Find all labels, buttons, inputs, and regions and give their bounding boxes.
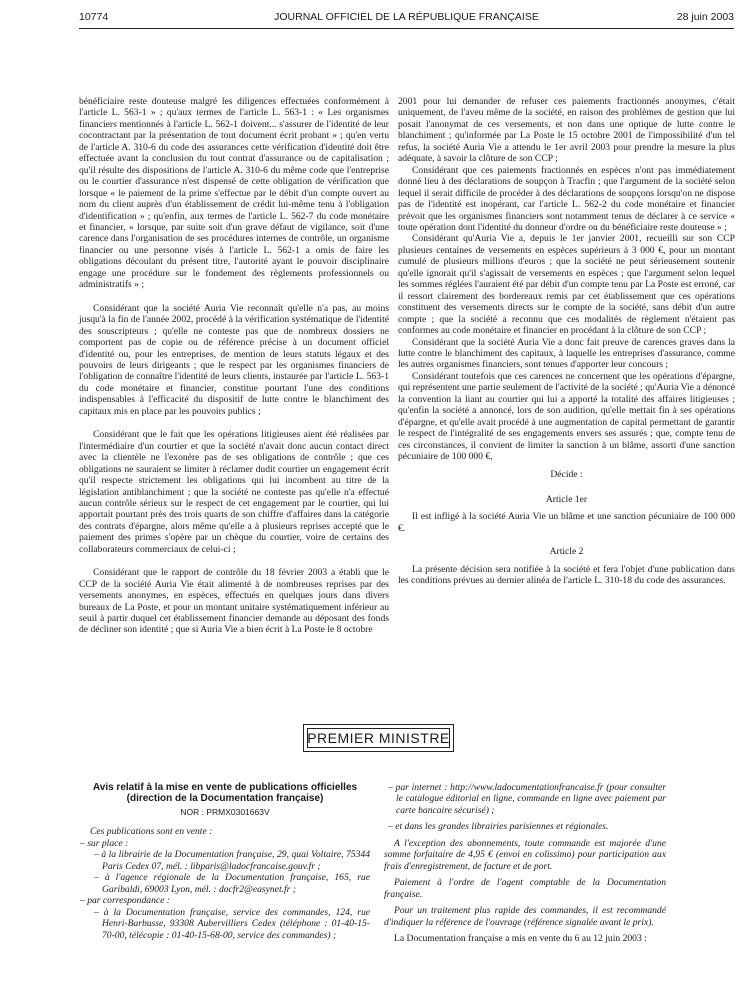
avis-intro: Ces publications sont en vente : <box>90 826 213 838</box>
paragraph: bénéficiaire reste douteuse malgré les diligences effectuées conformément à l'article L. 563-1 » ; qu'aux termes de l'article L. 563-1 : « Les organismes financiers mentionnés à l'article L. 562-1 doivent... s'assurer de l'identité de leur cocontractant par la présentation de tout document écrit probant » ; qu'en vertu de l'article A. 310-6 du code des assurances cette vérification d'identité doit être effectuée avant la conclusion du tout contrat d'assurance ou de capitalisation ; qu'il résulte des dispositions de l'article A. 310-6 du même code que l'entreprise ou le courtier d'assurance n'est dispensé de cette obligation de vérification que lorsque « le paiement de la prime s'effectue par le débit d'un compte ouvert au nom du client auprès d'un établissement de crédit lui-même tenu à l'obligation d'identification » ; qu'enfin, aux termes de l'article L. 562-7 du code monétaire et financier, « lorsque, par suite soit d'un grave défaut de vigilance, soit d'une carence dans l'organisation de ses procédures internes de contrôle, un organisme financier ou une personne visés à l'article L. 562-1 a omis de faire les obligations découlant du présent titre, l'autorité ayant le pouvoir disciplinaire engage une procédure sur le fondement des règlements professionnels ou administratifs » ; <box>79 96 389 291</box>
paragraph: Considérant que la société Auria Vie reconnaît qu'elle n'a pas, au moins jusqu'à la fin de l'année 2002, procédé à la vérification systématique de l'identité des souscripteurs ; qu'elle ne conteste pas que de nombreux dossiers ne comportent pas de copie ou de référence précise à un document officiel d'identité ou, pour les entreprises, de mention de leurs statuts légaux et des pouvoirs de leurs dirigeants ; que le respect par les organismes financiers de l'obligation de connaître l'identité de leurs clients, instaurée par l'article L. 563-1 du code monétaire et financier, constitue pourtant l'une des conditions indispensables à l'efficacité du dispositif de lutte contre le blanchiment des capitaux mis en place par les pouvoirs publics ; <box>79 302 389 417</box>
decide-heading: Décide : <box>550 468 583 480</box>
avis-title-line2: (direction de la Documentation française) <box>126 793 324 804</box>
paragraph: Considérant toutefois que ces carences ne concernent que les opérations d'épargne, qui représentent une partie seulement de l'activité de la société ; qu'Auria Vie a dénoncé la convention la liant au courtier qui lui a apporté la totalité des affaires litigieuses ; qu'enfin la société a annoncé, lors de son audition, qu'elle mettait fin à ses opérations d'épargne, et qu'elle avait procédé à une augmentation de capital permettant de garantir le respect de l'intégralité de ses engagements envers ses assurés ; que, compte tenu de ces circonstances, il convient de limiter la sanction à un blâme, assorti d'une sanction pécuniaire de 100 000 €, <box>398 370 735 463</box>
avis-list-item: – sur place : <box>80 837 129 849</box>
issue-date: 28 juin 2003 <box>676 11 734 23</box>
paragraph: Considérant que ces paiements fractionnés en espèces n'ont pas immédiatement donné lieu à des déclarations de soupçon à Tracfin ; que l'argument de la société selon lequel il serait difficile de procéder à des déclarations de soupçons lorsqu'on ne dispose pas de l'identité est inopérant, car l'article L. 562-2 du code monétaire et financier prévoit que les organismes financiers sont notamment tenus de déclarer à ce service « toute opération dont l'identité du donneur d'ordre ou du bénéficiaire reste douteuse » ; <box>398 164 735 233</box>
avis-paragraph: Pour un traitement plus rapide des commandes, il est recommandé d'indiquer la référence de l'ouvrage (référence signalée avant le prix). <box>384 905 666 928</box>
page-number: 10774 <box>79 11 109 23</box>
page-header <box>79 6 734 29</box>
avis-paragraph: Paiement à l'ordre de l'agent comptable de la Documentation française. <box>384 877 666 900</box>
avis-list-item: – et dans les grandes librairies parisiennes et régionales. <box>388 821 609 833</box>
journal-title: JOURNAL OFFICIEL DE LA RÉPUBLIQUE FRANÇAISE <box>274 11 539 23</box>
avis-title-line1: Avis relatif à la mise en vente de publications officielles <box>92 782 358 793</box>
avis-list-item: – à la Documentation française, service des commandes, 124, rue Henri-Barbusse, 93308 Aubervilliers Cedex (téléphone : 01-40-15-70-00, télécopie : 01-40-15-68-00, service des commandes) ; <box>94 906 370 941</box>
avis-paragraph: La Documentation française a mis en vente du 6 au 12 juin 2003 : <box>394 932 647 944</box>
paragraph: 2001 pour lui demander de refuser ces paiements fractionnés anonymes, c'était uniquement, de l'aveu même de la société, en raison des problèmes de gestion que lui posait l'anonymat de ces versements, et non dans une optique de lutte contre le blanchiment ; qu'informée par La Poste le 15 octobre 2001 de l'impossibilité d'un tel refus, la société Auria Vie a attendu le 1er avril 2003 pour prendre la mesure la plus adéquate, à savoir la clôture de son CCP ; <box>398 96 735 165</box>
section-heading: PREMIER MINISTRE <box>307 730 450 746</box>
article-2-text: La présente décision sera notifiée à la société et fera l'objet d'une publication dans les conditions prévues au dernier alinéa de l'article L. 310-18 du code des assurances. <box>398 563 735 587</box>
article-1-text: Il est infligé à la société Auria Vie un blâme et une sanction pécuniaire de 100 000 €. <box>398 511 735 534</box>
paragraph: Considérant que la société Auria Vie a donc fait preuve de carences graves dans la lutte contre le blanchiment des capitaux, à laquelle les entreprises d'assurance, comme les autres organismes financiers, sont tenues d'apporter leur concours ; <box>398 336 735 371</box>
paragraph: Considérant qu'Auria Vie a, depuis le 1er janvier 2001, recueilli sur son CCP plusieurs centaines de versements en espèces supérieurs à 3 000 €, pour un montant cumulé de plusieurs millions d'euros ; que la société ne peut sérieusement soutenir qu'elle ignorait qu'il s'agissait de versements en espèces ; que l'argument selon lequel les sommes réglées l'auraient été par débit d'un compte tenu par La Poste est erroné, car il ressort clairement des bordereaux remis par cet établissement que ces opérations constituent des versements directs sur le compte de la société, sans débit d'un autre compte ; que la société a reconnu que ces modalités de règlement n'étaient pas conformes au code monétaire et financier en procédant à la clôture de son CCP ; <box>398 233 735 337</box>
nor-reference: NOR : PRMX0301663V <box>180 807 270 817</box>
right-column <box>398 96 735 587</box>
paragraph: Considérant que le fait que les opérations litigieuses aient été réalisées par l'intermédiaire d'un courtier et que la société n'avait donc aucun contact direct avec la clientèle ne l'exonère pas de ses obligations de contrôle ; que ces obligations ne sauraient se limiter à réclamer dudit courtier un engagement écrit qu'il respecte strictement les obligations qui lui incombent au titre de la législation antiblanchiment ; que la société ne conteste pas qu'elle n'a effectué aucun contrôle sérieux sur le respect de cet engagement par le courtier, qui lui apportait pourtant près des trois quarts de son chiffre d'affaires dans la catégorie des contrats d'épargne, alors même qu'elle a à plusieurs reprises accepté que le paiement des primes s'opère par un chèque du courtier, voire de certains des collaborateurs commerciaux de celui-ci ; <box>79 429 389 555</box>
avis-list-item: – par internet : http://www.ladocumentationfrancaise.fr (pour consulter le catalogue éditorial en ligne, commande en ligne avec paiement par carte bancaire sécurisé) ; <box>388 782 666 816</box>
section-heading-box <box>303 724 454 752</box>
avis-right-column <box>384 782 666 944</box>
article-2-title: Article 2 <box>549 546 584 558</box>
avis-list-item: – par correspondance : <box>80 895 170 907</box>
avis-paragraph: A l'exception des abonnements, toute commande est majorée d'une somme forfaitaire de 4,95 € (envoi en colissimo) pour participation aux frais d'enregistrement, de facture et de port. <box>384 837 666 872</box>
avis-left-column <box>80 782 370 941</box>
avis-list-item: – à l'agence régionale de la Documentation française, 165, rue Garibaldi, 69003 Lyon, mél. : docfr2@easynet.fr ; <box>94 872 370 895</box>
avis-title <box>80 782 370 804</box>
paragraph: Considérant que le rapport de contrôle du 18 février 2003 a établi que le CCP de la société Auria Vie était alimenté à de nombreuses reprises par des versements anonymes, en espèces, effectués en quelques jours dans divers bureaux de La Poste, et pour un montant unitaire systématiquement inférieur au seuil à partir duquel cet établissement financier demande au déposant des fonds de décliner son identité ; que si Auria Vie a bien écrit à La Poste le 8 octobre <box>79 567 389 636</box>
avis-list-item: – à la librairie de la Documentation française, 29, quai Voltaire, 75344 Paris Cedex 07, mél. : libparis@ladocfrancaise.gouv.fr ; <box>94 849 370 872</box>
left-column <box>79 96 389 636</box>
article-1-title: Article 1er <box>545 493 588 505</box>
